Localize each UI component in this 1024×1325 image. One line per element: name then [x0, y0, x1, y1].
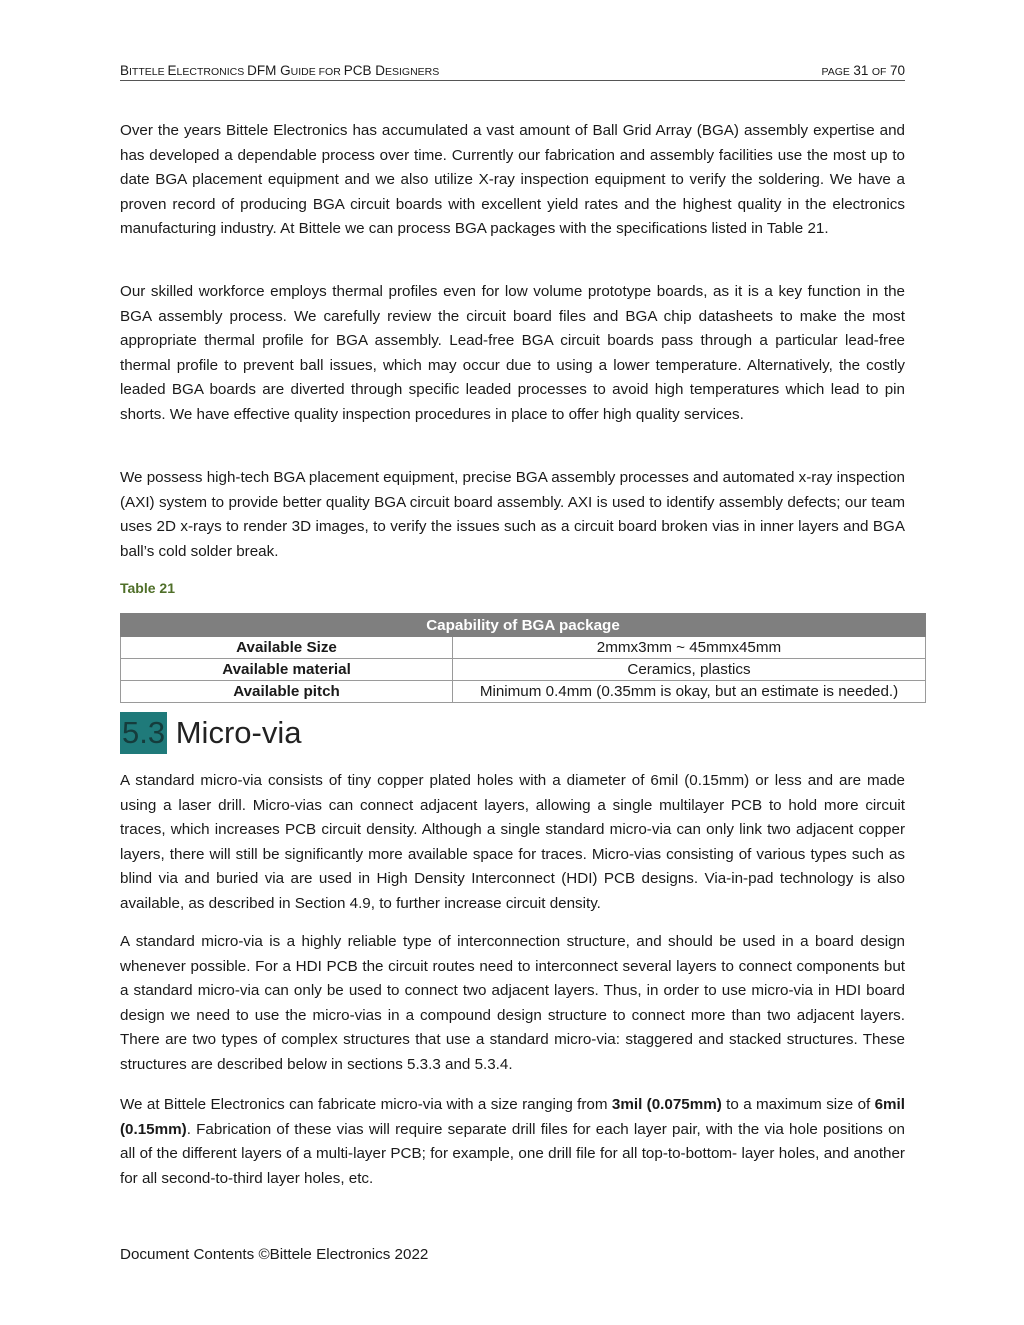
table-caption: Table 21 [120, 580, 175, 596]
title-part: LECTRONICS [176, 66, 248, 78]
title-part: ITTELE [129, 66, 168, 78]
text-run: We at Bittele Electronics can fabricate micro-via with a size ranging from [120, 1096, 612, 1113]
bold-text: 3mil (0.075mm) [611, 1096, 722, 1113]
title-part: DFM G [247, 63, 291, 78]
table-title: Capability of BGA package [121, 614, 926, 637]
document-title [120, 63, 439, 78]
table-row [121, 637, 926, 659]
table-header-row [121, 614, 926, 637]
paragraph: A standard micro-via is a highly reliable type of interconnection structure, and should be used in a board design whenever possible. For a HDI PCB the circuit routes need to interconnect several layers to connect components but a standard micro-via can only be used to connect two adjacent layers. Thus, in order to use micro-via in HDI board design we need to use the micro-vias in a compound design structure to connect more than two adjacent layers. There are two types of complex structures that use a standard micro-via: staggered and stacked structures. These structures are described below in sections 5.3.3 and 5.3.4. [120, 933, 905, 1073]
text-run: . Fabrication of these vias will require separate drill files for each layer pair, with the via hole positions on all of the different layers of a multi-layer PCB; for example, one drill file for all top-to-bottom- layer holes, and another for all second-to-third layer holes, etc. [120, 1120, 905, 1187]
page-current: 31 [853, 63, 869, 78]
paragraph [120, 1093, 905, 1191]
row-label: Available pitch [121, 681, 453, 703]
paragraph: Over the years Bittele Electronics has accumulated a vast amount of Ball Grid Array (BGA) assembly expertise and has developed a dependable process over time. Currently our fabrication and assembly facilities use the most up to date BGA placement equipment and we also utilize X-ray inspection equipment to verify the soldering. We have a proven record of producing BGA circuit boards with excellent yield rates and the highest quality in the electronics manufacturing industry. At Bittele we can process BGA packages with the specifications listed in Table 21. [120, 122, 905, 238]
page-of-label: OF [871, 66, 887, 78]
table-row [121, 659, 926, 681]
row-label: Available material [121, 659, 453, 681]
text-run: to a maximum size of [721, 1096, 875, 1113]
title-part: ESIGNERS [385, 66, 440, 78]
page-number [821, 63, 905, 78]
title-part: UIDE FOR [290, 66, 344, 78]
row-value: 2mmx3mm ~ 45mmx45mm [453, 637, 926, 659]
title-part: E [167, 63, 177, 78]
row-value: Minimum 0.4mm (0.35mm is okay, but an estimate is needed.) [453, 681, 926, 703]
section-heading [120, 712, 301, 754]
page-total: 70 [889, 63, 905, 78]
bold-text: 6mil (0.15mm) [120, 1096, 905, 1138]
section-title: Micro-via [175, 715, 302, 750]
page-header [120, 62, 905, 81]
bga-capability-table [120, 613, 926, 703]
title-part: B [120, 63, 130, 78]
page-label: PAGE [821, 66, 850, 78]
paragraph: Our skilled workforce employs thermal profiles even for low volume prototype boards, as it is a key function in the BGA assembly process. We carefully review the circuit board files and BGA chip datasheets to make the most appropriate thermal profile for BGA assembly. Lead-free BGA circuit boards pass through a particular lead-free thermal profile to prevent ball issues, which may occur due to using a lower temperature. Alternatively, the costly leaded BGA boards are diverted through specific leaded processes to avoid high temperatures which lead to pin shorts. We have effective quality inspection procedures in place to offer high quality services. [120, 283, 905, 423]
row-label: Available Size [121, 637, 453, 659]
row-value: Ceramics, plastics [453, 659, 926, 681]
paragraph: A standard micro-via consists of tiny copper plated holes with a diameter of 6mil (0.15mm) or less and are made using a laser drill. Micro-vias can connect adjacent layers, allowing a single multilayer PCB to hold more circuit traces, which increases PCB circuit density. Although a single standard micro-via can only link two adjacent copper layers, there will still be significantly more available space for traces. Micro-vias consisting of various types such as blind via and buried via are used in High Density Interconnect (HDI) PCB designs. Via-in-pad technology is also available, as described in Section 4.9, to further increase circuit density. [120, 772, 905, 912]
section-number: 5.3 [120, 712, 167, 754]
paragraph: We possess high-tech BGA placement equipment, precise BGA assembly processes and automated x-ray inspection (AXI) system to provide better quality BGA circuit board assembly. AXI is used to identify assembly defects; our team uses 2D x-rays to render 3D images, to verify the issues such as a circuit board broken vias in inner layers and BGA ball’s cold solder break. [120, 469, 905, 560]
title-part: PCB D [343, 63, 385, 78]
page-footer: Document Contents ©Bittele Electronics 2022 [120, 1246, 429, 1263]
table-row [121, 681, 926, 703]
